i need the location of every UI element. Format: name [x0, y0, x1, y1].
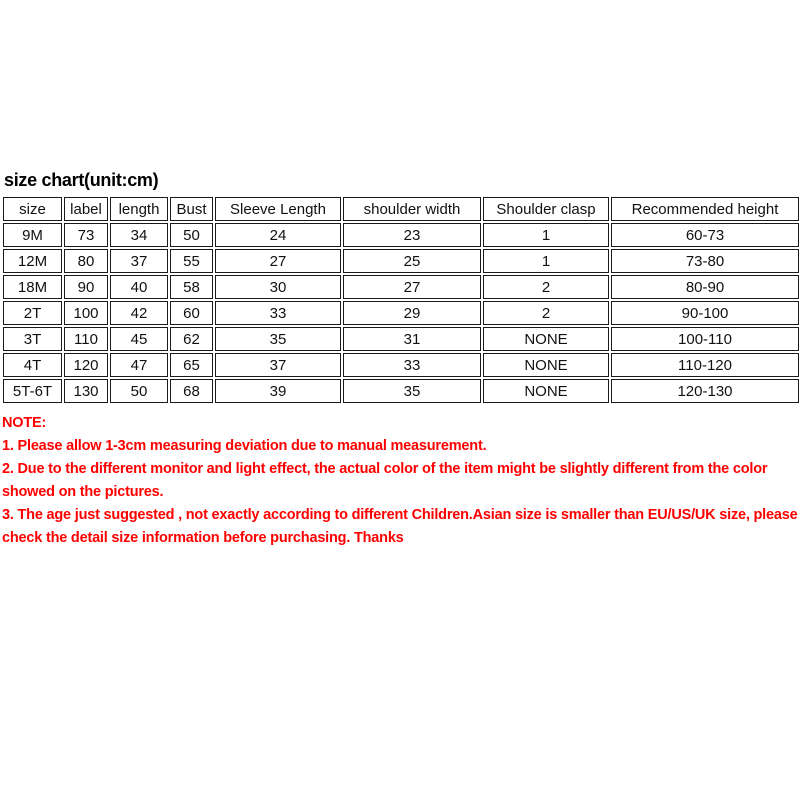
cell-shoulder-clasp: 1	[483, 223, 609, 247]
cell-recommended-height: 80-90	[611, 275, 799, 299]
cell-label: 73	[64, 223, 108, 247]
size-chart-title: size chart(unit:cm)	[4, 170, 159, 190]
header-cell-sleeve-length: Sleeve Length	[215, 197, 341, 221]
cell-shoulder-width: 27	[343, 275, 481, 299]
cell-sleeve-length: 30	[215, 275, 341, 299]
header-cell-shoulder-clasp: Shoulder clasp	[483, 197, 609, 221]
cell-recommended-height: 73-80	[611, 249, 799, 273]
cell-size: 3T	[3, 327, 62, 351]
cell-shoulder-width: 35	[343, 379, 481, 403]
cell-length: 42	[110, 301, 168, 325]
note-item: 2. Due to the different monitor and light effect, the actual color of the item might be slightly different from the color showed on the pictures.	[2, 461, 768, 500]
cell-sleeve-length: 37	[215, 353, 341, 377]
size-chart-table	[1, 195, 800, 405]
table-row	[3, 223, 799, 247]
header-cell-bust: Bust	[170, 197, 213, 221]
header-cell-shoulder-width: shoulder width	[343, 197, 481, 221]
cell-bust: 58	[170, 275, 213, 299]
cell-shoulder-width: 23	[343, 223, 481, 247]
cell-shoulder-clasp: NONE	[483, 327, 609, 351]
cell-label: 120	[64, 353, 108, 377]
cell-sleeve-length: 35	[215, 327, 341, 351]
table-row	[3, 327, 799, 351]
cell-bust: 60	[170, 301, 213, 325]
cell-recommended-height: 90-100	[611, 301, 799, 325]
cell-sleeve-length: 24	[215, 223, 341, 247]
cell-recommended-height: 100-110	[611, 327, 799, 351]
cell-shoulder-clasp: 2	[483, 301, 609, 325]
cell-recommended-height: 120-130	[611, 379, 799, 403]
cell-bust: 50	[170, 223, 213, 247]
cell-sleeve-length: 27	[215, 249, 341, 273]
cell-size: 18M	[3, 275, 62, 299]
header-cell-size: size	[3, 197, 62, 221]
note-item: 3. The age just suggested , not exactly according to different Children.Asian size is smaller than EU/US/UK size, please check the detail size information before purchasing. Thanks	[2, 507, 798, 546]
cell-bust: 62	[170, 327, 213, 351]
cell-sleeve-length: 39	[215, 379, 341, 403]
cell-shoulder-clasp: NONE	[483, 353, 609, 377]
cell-shoulder-clasp: NONE	[483, 379, 609, 403]
cell-label: 90	[64, 275, 108, 299]
table-header-row	[3, 197, 799, 221]
cell-size: 9M	[3, 223, 62, 247]
cell-sleeve-length: 33	[215, 301, 341, 325]
cell-size: 5T-6T	[3, 379, 62, 403]
notes-heading: NOTE:	[2, 415, 47, 431]
cell-shoulder-clasp: 2	[483, 275, 609, 299]
cell-length: 37	[110, 249, 168, 273]
cell-label: 80	[64, 249, 108, 273]
cell-size: 12M	[3, 249, 62, 273]
cell-label: 130	[64, 379, 108, 403]
header-cell-length: length	[110, 197, 168, 221]
cell-length: 47	[110, 353, 168, 377]
cell-shoulder-width: 25	[343, 249, 481, 273]
cell-shoulder-width: 29	[343, 301, 481, 325]
table-row	[3, 249, 799, 273]
cell-length: 45	[110, 327, 168, 351]
cell-shoulder-width: 33	[343, 353, 481, 377]
table-row	[3, 353, 799, 377]
cell-length: 40	[110, 275, 168, 299]
cell-label: 100	[64, 301, 108, 325]
cell-recommended-height: 110-120	[611, 353, 799, 377]
cell-shoulder-clasp: 1	[483, 249, 609, 273]
cell-length: 34	[110, 223, 168, 247]
table-row	[3, 301, 799, 325]
table-row	[3, 379, 799, 403]
cell-size: 2T	[3, 301, 62, 325]
notes-section	[2, 412, 798, 550]
cell-length: 50	[110, 379, 168, 403]
cell-size: 4T	[3, 353, 62, 377]
cell-bust: 65	[170, 353, 213, 377]
cell-label: 110	[64, 327, 108, 351]
cell-bust: 68	[170, 379, 213, 403]
cell-recommended-height: 60-73	[611, 223, 799, 247]
header-cell-label: label	[64, 197, 108, 221]
cell-shoulder-width: 31	[343, 327, 481, 351]
table-row	[3, 275, 799, 299]
note-item: 1. Please allow 1-3cm measuring deviation due to manual measurement.	[2, 438, 487, 454]
header-cell-recommended-height: Recommended height	[611, 197, 799, 221]
cell-bust: 55	[170, 249, 213, 273]
